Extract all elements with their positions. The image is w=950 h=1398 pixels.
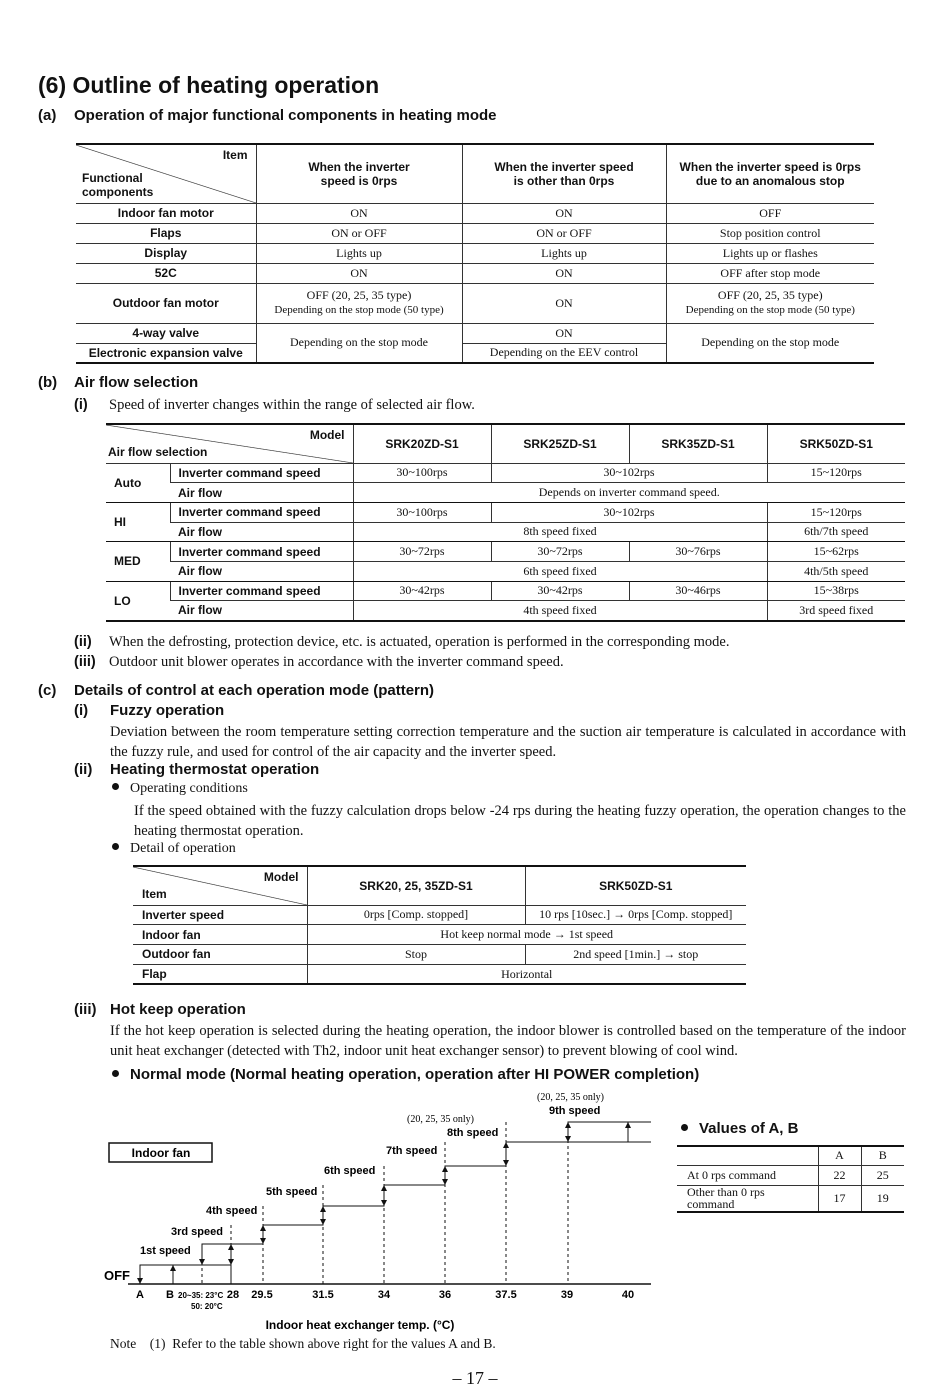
- c-i-heading: (i) Fuzzy operation: [74, 702, 225, 719]
- col-header: When the inverter speed is 0rps: [256, 144, 462, 203]
- table-row: HI Inverter command speed 30~100rps 30~102rps 15~120rps: [106, 502, 905, 522]
- b-i-text: (i) Speed of inverter changes within the range of selected air flow.: [74, 397, 475, 413]
- svg-text:34: 34: [377, 1289, 391, 1301]
- table-row: 4-way valve Depending on the stop mode ON Depending on the stop mode: [76, 323, 874, 343]
- bullet-dot-icon: [112, 843, 119, 850]
- table-row: Electronic expansion valve Depending on the EEV control: [76, 343, 874, 363]
- col-header: SRK35ZD-S1: [629, 424, 767, 463]
- svg-text:(20, 25, 35 only): (20, 25, 35 only): [537, 1092, 604, 1103]
- svg-text:37.5: 37.5: [495, 1289, 517, 1301]
- c-iii-text: If the hot keep operation is selected during the heating operation, the indoor blower is controlled based on the temperature of the indoor unit heat exchanger (detected with Th2, indoor unit heat exchanger sensor) to prevent blowing of cool wind.: [110, 1023, 906, 1059]
- svg-text:9th speed: 9th speed: [549, 1105, 601, 1117]
- b-iii-text: (iii) Outdoor unit blower operates in accordance with the inverter command speed.: [74, 654, 564, 670]
- col-header: B: [861, 1146, 904, 1165]
- bullet-normal-mode: Normal mode (Normal heating operation, operation after HI POWER completion): [112, 1066, 699, 1083]
- svg-text:1st speed: 1st speed: [140, 1245, 191, 1257]
- arrow-down-icon: [260, 1238, 266, 1244]
- heating-components-table: [76, 143, 874, 364]
- col-header: When the inverter speed is other than 0rps: [462, 144, 666, 203]
- arrow-down-icon: [381, 1200, 387, 1206]
- arrow-down-icon: [199, 1259, 205, 1265]
- arrow-down-icon: [228, 1259, 234, 1265]
- svg-text:5th speed: 5th speed: [266, 1186, 318, 1198]
- arrow-up-icon: [170, 1265, 176, 1271]
- table-row: Outdoor fan Stop 2nd speed [1min.] → stop: [133, 945, 746, 965]
- svg-text:39: 39: [560, 1289, 574, 1301]
- arrow-down-icon: [503, 1160, 509, 1166]
- col-header: SRK50ZD-S1: [767, 424, 905, 463]
- c-i-text: Deviation between the room temperature setting correction temperature and the suction air temperature is calculated in accordance with the fuzzy rule, and used for control of the air capacity and the inverter speed.: [110, 724, 906, 760]
- bullet-dot-icon: [112, 783, 119, 790]
- section-a-heading: (a) Operation of major functional components in heating mode: [38, 107, 497, 124]
- svg-text:31.5: 31.5: [312, 1289, 334, 1301]
- arrow-down-icon: [320, 1219, 326, 1225]
- section-b-heading: (b) Air flow selection: [38, 374, 199, 391]
- x-axis-label: Indoor heat exchanger temp. (°C): [265, 1318, 455, 1332]
- svg-text:50: 20°C: 50: 20°C: [191, 1302, 223, 1311]
- off-label: OFF: [104, 1268, 130, 1283]
- bullet-detail-of-operation: Detail of operation: [112, 841, 236, 857]
- table-row: 52C ON ON OFF after stop mode: [76, 263, 874, 283]
- b-notes: [178, 1291, 223, 1311]
- table-row: LO Inverter command speed 30~42rps 30~42rps 30~46rps 15~38rps: [106, 581, 905, 601]
- table-row: Display Lights up Lights up Lights up or flashes: [76, 243, 874, 263]
- table-row: Indoor fan motor ON ON OFF: [76, 203, 874, 223]
- table-corner: Model Item: [133, 866, 307, 905]
- arrow-up-icon: [503, 1142, 509, 1148]
- c-iii-heading: (iii) Hot keep operation: [74, 1001, 246, 1018]
- table-row: Air flow 8th speed fixed 6th/7th speed: [106, 522, 905, 542]
- arrow-down-icon: [137, 1278, 143, 1284]
- col-header: SRK50ZD-S1: [525, 866, 746, 905]
- svg-text:7th speed: 7th speed: [386, 1145, 438, 1157]
- table-row: Indoor fan Hot keep normal mode → 1st speed: [133, 925, 746, 945]
- table-row: Air flow 4th speed fixed 3rd speed fixed: [106, 601, 905, 621]
- svg-text:40: 40: [621, 1289, 635, 1301]
- col-header: SRK25ZD-S1: [491, 424, 629, 463]
- b-ii-text: (ii) When the defrosting, protection device, etc. is actuated, operation is performed in the corresponding mode.: [74, 634, 730, 650]
- table-row: Flaps ON or OFF ON or OFF Stop position control: [76, 223, 874, 243]
- table-row: Outdoor fan motor OFF (20, 25, 35 type) Depending on the stop mode (50 type) ON OFF (20, 25, 35 type) Depending on the stop mode (50 type): [76, 283, 874, 323]
- table-row: Air flow 6th speed fixed 4th/5th speed: [106, 561, 905, 581]
- arrows: [137, 1122, 631, 1284]
- table-row: Air flow Depends on inverter command speed.: [106, 483, 905, 503]
- col-header: A: [818, 1146, 861, 1165]
- speed-labels: [140, 1105, 600, 1257]
- note-text: Note (1) Refer to the table shown above right for the values A and B.: [110, 1336, 496, 1351]
- svg-text:4th speed: 4th speed: [206, 1205, 258, 1217]
- col-header: SRK20ZD-S1: [353, 424, 491, 463]
- c-ii-heading: (ii) Heating thermostat operation: [74, 761, 320, 778]
- bullet-dot-icon: [112, 1070, 119, 1077]
- col-header: When the inverter speed is 0rps due to an anomalous stop: [666, 144, 874, 203]
- arrow-up-icon: [320, 1206, 326, 1212]
- table-row: Other than 0 rps command 17 19: [677, 1185, 904, 1212]
- arrow-down-icon: [442, 1179, 448, 1185]
- svg-text:36: 36: [438, 1289, 452, 1301]
- table-row: Flap Horizontal: [133, 964, 746, 984]
- bullet-dot-icon: [681, 1124, 688, 1131]
- table-row: Inverter speed 0rps [Comp. stopped] 10 rps [10sec.] → 0rps [Comp. stopped]: [133, 905, 746, 925]
- values-ab-table: [677, 1145, 904, 1213]
- arrow-up-icon: [260, 1225, 266, 1231]
- table-corner: Model Air flow selection: [106, 424, 353, 463]
- svg-text:8th speed: 8th speed: [447, 1127, 499, 1139]
- section-c-heading: (c) Details of control at each operation mode (pattern): [38, 682, 435, 699]
- arrow-up-icon: [381, 1185, 387, 1191]
- hot-keep-chart: [100, 1085, 660, 1340]
- arrow-down-icon: [565, 1136, 571, 1142]
- c-ii-conditions-text: If the speed obtained with the fuzzy calculation drops below -24 rps during the heating fuzzy operation, the operation changes to the heating thermostat operation.: [134, 803, 906, 839]
- svg-text:3rd speed: 3rd speed: [171, 1226, 223, 1238]
- svg-text:6th speed: 6th speed: [324, 1165, 376, 1177]
- table-row: MED Inverter command speed 30~72rps 30~72rps 30~76rps 15~62rps: [106, 542, 905, 562]
- svg-text:(20, 25, 35 only): (20, 25, 35 only): [407, 1114, 474, 1125]
- table-corner: Item Functional components: [76, 144, 256, 203]
- bullet-operating-conditions: Operating conditions: [112, 781, 248, 797]
- air-flow-table: [106, 423, 905, 622]
- svg-text:B: B: [166, 1289, 174, 1301]
- col-header: SRK20, 25, 35ZD-S1: [307, 866, 525, 905]
- page-number: – 17 –: [452, 1368, 498, 1388]
- svg-text:20~35: 23°C: 20~35: 23°C: [178, 1291, 224, 1300]
- svg-text:28: 28: [226, 1289, 240, 1301]
- page-title: (6) Outline of heating operation: [38, 72, 380, 98]
- values-ab-heading: Values of A, B: [681, 1120, 798, 1137]
- table-row: Auto Inverter command speed 30~100rps 30~102rps 15~120rps: [106, 463, 905, 483]
- thermostat-table: [133, 865, 746, 985]
- indoor-fan-label: Indoor fan: [131, 1146, 191, 1160]
- table-row: At 0 rps command 22 25: [677, 1165, 904, 1185]
- svg-text:A: A: [136, 1289, 144, 1301]
- arrow-up-icon: [228, 1244, 234, 1250]
- arrow-up-icon: [625, 1122, 631, 1128]
- arrow-up-icon: [442, 1166, 448, 1172]
- arrow-up-icon: [565, 1122, 571, 1128]
- svg-text:29.5: 29.5: [251, 1289, 273, 1301]
